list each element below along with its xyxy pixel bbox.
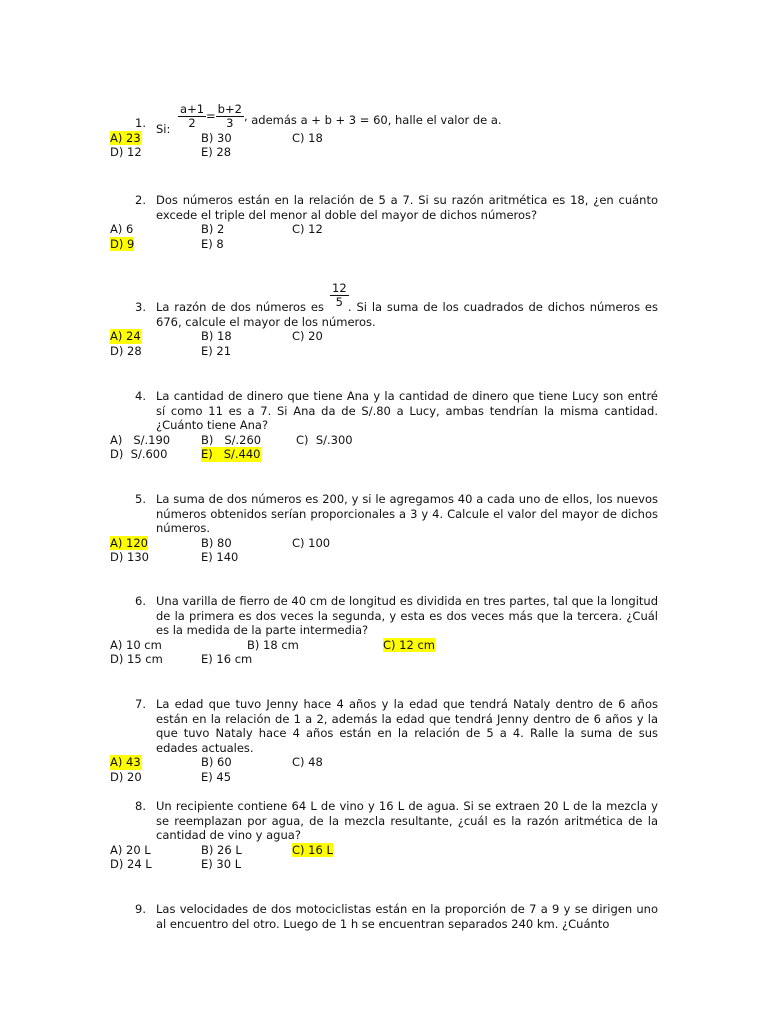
option-c: C) 100 <box>292 535 331 550</box>
option-a: A) 20 L <box>110 842 151 857</box>
option-b: B) S/.260 <box>201 432 262 447</box>
option-e: E) 16 cm <box>201 652 253 666</box>
option-d: D) S/.600 <box>110 447 168 461</box>
options-row-2 <box>110 652 658 667</box>
option-a: A) 6 <box>110 222 134 236</box>
fraction-denominator: 3 <box>226 116 234 130</box>
option-d: D) 12 <box>110 145 142 159</box>
options-row-2 <box>110 344 658 359</box>
options-row-1 <box>110 222 658 237</box>
si-label: Si: <box>156 122 171 136</box>
question-2 <box>110 193 658 251</box>
fraction-denominator: 5 <box>335 295 343 309</box>
question-text: La edad que tuvo Jenny hace 4 años y la edad que tendrá Nataly dentro de 6 años están en la relación de 1 a 2, además la edad que tendrá Jenny dentro de 6 años y la que tuvo Nataly hace 4 años están en la relación de 5 a 4. Ralle la suma de sus edades actuales. <box>156 697 658 755</box>
option-a: A) 43 <box>110 755 141 769</box>
fraction-12-5 <box>330 282 349 309</box>
question-number: 9. <box>135 902 146 916</box>
option-e: E) 45 <box>201 769 232 784</box>
question-text: Una varilla de fierro de 40 cm de longitud es dividida en tres partes, tal que la longitud de la primera es dos veces la segunda, y esta es dos veces más que la tercera. ¿Cuál es la medida de la parte intermedia? <box>156 594 658 637</box>
options-row-1 <box>110 638 658 653</box>
option-c: C) 20 <box>292 329 323 343</box>
option-b: B) 30 <box>201 130 232 145</box>
fraction-b <box>216 103 244 130</box>
question-text-before: La razón de dos números es <box>156 300 324 314</box>
options-row-1 <box>110 433 658 448</box>
option-a: A) 120 <box>110 535 148 550</box>
option-c: C) 12 <box>292 222 323 236</box>
option-e: E) 30 L <box>201 857 242 871</box>
option-d: D) 24 L <box>110 857 152 871</box>
question-text-rest: además a + b + 3 = 60, halle el valor de a. <box>251 113 502 127</box>
options-row-1 <box>110 843 658 858</box>
option-b: B) 18 cm <box>247 637 299 652</box>
fraction-a <box>178 103 206 130</box>
question-number: 3. <box>135 300 146 314</box>
question-6 <box>110 594 658 667</box>
fraction-numerator: 12 <box>332 281 347 295</box>
option-b: B) 80 <box>201 535 232 550</box>
option-c: C) S/.300 <box>296 432 353 447</box>
option-e: E) 28 <box>201 145 232 159</box>
option-b: B) 2 <box>201 222 225 236</box>
option-d: D) 130 <box>110 550 149 564</box>
question-number: 5. <box>135 492 146 506</box>
option-c: C) 48 <box>292 755 323 769</box>
options-row-1 <box>110 755 658 770</box>
fraction-denominator: 2 <box>188 116 196 130</box>
question-text: Un recipiente contiene 64 L de vino y 16 L de agua. Si se extraen 20 L de la mezcla y se reemplazan por agua, de la mezcla resultante, ¿cuál es la razón aritmética de la cantidad de vino y agua? <box>156 799 658 842</box>
option-a: A) 24 <box>110 329 141 343</box>
option-e: E) S/.440 <box>201 447 261 461</box>
question-text: Dos números están en la relación de 5 a 7. Si su razón aritmética es 18, ¿en cuánto excede el triple del menor al doble del mayor de dichos números? <box>156 193 658 222</box>
fraction-numerator: a+1 <box>180 102 205 116</box>
options-row-1 <box>110 131 658 146</box>
equals-sign: = <box>206 109 216 123</box>
option-d: D) 9 <box>110 236 135 251</box>
option-d: D) 15 cm <box>110 652 163 666</box>
option-d: D) 20 <box>110 769 142 784</box>
question-7 <box>110 697 658 784</box>
question-3 <box>110 281 658 358</box>
option-a: A) 23 <box>110 130 141 145</box>
option-a: A) S/.190 <box>110 432 171 447</box>
question-text: Las velocidades de dos motociclistas están en la proporción de 7 a 9 y se dirigen uno al encuentro del otro. Luego de 1 h se encuentran separados 240 km. ¿Cuánto <box>156 902 658 931</box>
options-row-1 <box>110 536 658 551</box>
options-row-2 <box>110 550 658 565</box>
question-text <box>156 281 658 329</box>
options-row-2 <box>110 237 658 252</box>
question-text <box>156 102 658 136</box>
question-1 <box>110 103 658 160</box>
question-9 <box>110 902 658 931</box>
question-8 <box>110 799 658 872</box>
options-row-2 <box>110 145 658 160</box>
options-row-2 <box>110 857 658 872</box>
question-5 <box>110 492 658 565</box>
question-number: 8. <box>135 799 146 813</box>
question-text: La suma de dos números es 200, y si le agregamos 40 a cada uno de ellos, los nuevos números obtenidos serían proporcionales a 3 y 4. Calcule el valor del mayor de dichos números. <box>156 492 658 535</box>
comma: , <box>243 109 248 123</box>
fraction-numerator: b+2 <box>217 102 242 116</box>
question-number: 7. <box>135 697 146 711</box>
options-row-1 <box>110 329 658 344</box>
option-e: E) 8 <box>201 236 224 251</box>
option-e: E) 21 <box>201 343 232 358</box>
question-number: 4. <box>135 389 146 403</box>
option-c: C) 18 <box>292 130 323 145</box>
option-d: D) 28 <box>110 343 142 358</box>
question-number: 1. <box>135 116 146 130</box>
option-a: A) 10 cm <box>110 637 162 652</box>
question-text: La cantidad de dinero que tiene Ana y la cantidad de dinero que tiene Lucy son entré sí como 11 es a 7. Si Ana da de S/.80 a Lucy, ambas tendrían la misma cantidad. ¿Cuánto tiene Ana? <box>156 389 658 432</box>
option-c: C) 12 cm <box>383 637 435 652</box>
option-b: B) 60 <box>201 755 232 769</box>
question-number: 6. <box>135 594 146 608</box>
options-row-2 <box>110 770 658 785</box>
option-e: E) 140 <box>201 550 239 564</box>
options-row-2 <box>110 447 658 462</box>
question-text-after: . Si la suma de los cuadrados de dichos números es 676, calcule el mayor de los números. <box>156 300 658 329</box>
question-4 <box>110 389 658 462</box>
option-c: C) 16 L <box>292 842 333 857</box>
option-b: B) 26 L <box>201 842 242 857</box>
question-number: 2. <box>135 193 146 207</box>
option-b: B) 18 <box>201 329 232 343</box>
